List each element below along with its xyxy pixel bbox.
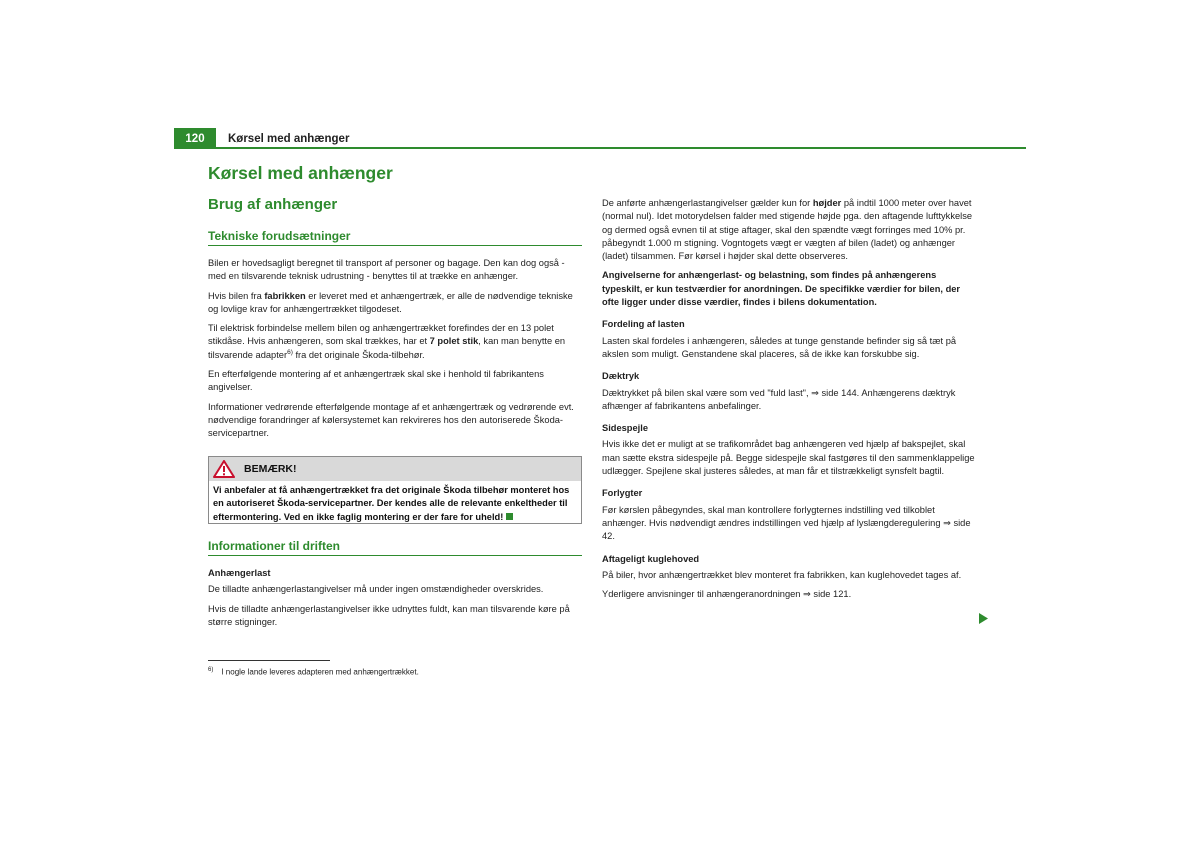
paragraph: Bilen er hovedsagligt beregnet til transport af personer og bagage. Den kan dog også - med en tilsvarende teknisk udrustning - benyttes til at trække en anhænger. — [208, 258, 565, 282]
subsection-heading-technical: Tekniske forudsætninger — [208, 229, 582, 246]
sub-heading: Aftageligt kuglehoved — [602, 553, 700, 564]
paragraph: Yderligere anvisninger til anhængeranordningen ⇒ side 121. — [602, 589, 852, 600]
section-title: Brug af anhænger — [208, 196, 338, 213]
caution-note-title: BEMÆRK! — [244, 463, 297, 475]
paragraph: De anførte anhængerlastangivelser gælder kun for højder på indtil 1000 meter over havet (normal nul). Idet motorydelsen falder med stigende højde pga. den aftagende lufttykkelse og dermed også evnen til at stige aftager, skal den spændte vægt forringes med 10% pr. påbegyndt 1.000 m stigning. Vogntogets vægt er vægten af bilen (ladet) og anhænger (ladet) tilsammen. Før kørsel i højder skal dette observeres. — [602, 198, 973, 262]
paragraph: På biler, hvor anhængertrækket blev monteret fra fabrikken, kan kuglehovedet tages af. — [602, 569, 962, 580]
header-divider — [174, 147, 1026, 149]
paragraph: Dæktrykket på bilen skal være som ved "fuld last", ⇒ side 144. Anhængerens dæktryk afhænger af fabrikantens anbefalinger. — [602, 387, 956, 411]
footnote-divider — [208, 660, 330, 661]
footnote-ref[interactable]: 6) — [287, 348, 293, 356]
sub-heading: Forlygter — [602, 488, 643, 499]
section-end-square-icon — [506, 513, 513, 520]
paragraph: Til elektrisk forbindelse mellem bilen og anhængertrækket forefindes der en 13 polet stikdåse. Hvis anhængeren, som skal trækkes, har et 7 polet stik, kan man benytte en tilsvarende adapter$^{6)}$ fra det originale Škoda-tilbehør. — [208, 323, 566, 360]
paragraph: Hvis ikke det er muligt at se trafikområdet bag anhængeren ved hjælp af bakspejlet, skal man sætte ekstra sidespejle på. Begge sidespejle skal fastgøres til den sammenklappelige udlægger. Spejlene skal justeres således, at man får et tilstrækkeligt synsfelt bagtil. — [602, 439, 975, 477]
right-column-text — [602, 197, 978, 607]
paragraph-bold: Angivelserne for anhængerlast- og belastning, som findes på anhængerens typeskilt, er kun testværdier for anordningen. De specifikke værdier for bilen, der ofte ligger under disse værdier, findes i bilens dokumentation. — [602, 270, 961, 308]
paragraph: Før kørslen påbegyndes, skal man kontrollere forlygternes indstilling ved tilkoblet anhænger. Hvis nødvendigt ændres indstillingen ved hjælp af lyslængderegulering ⇒ side 42. — [602, 504, 971, 542]
sub-heading: Dæktryk — [602, 371, 640, 382]
paragraph: Informationer vedrørende efterfølgende montage af et anhængertræk og vedrørende evt. nødvendige forandringer af kølersystemet kan rekvireres hos den autoriserede Škoda-servicepartner. — [208, 401, 574, 439]
operation-info-text — [208, 567, 582, 635]
caution-note-body: Vi anbefaler at få anhængertrækket fra det originale Škoda tilbehør monteret hos en autoriseret Škoda-servicepartner. Der kendes alle de relevante enkeltheder til eftermontering. Ved en ikke faglig montering er der fare for uheld! — [213, 485, 570, 522]
sub-heading: Anhængerlast — [208, 568, 271, 578]
caution-note-header — [209, 457, 581, 481]
paragraph: De tilladte anhængerlastangivelser må under ingen omstændigheder overskrides. — [208, 584, 544, 595]
subsection-heading-operation: Informationer til driften — [208, 539, 582, 556]
next-page-arrow-icon[interactable] — [978, 613, 988, 624]
footnote: $^{6)}$ I nogle lande leveres adapteren med anhængertrækket. — [208, 667, 419, 677]
sub-heading: Fordeling af lasten — [602, 319, 685, 330]
page-number: 120 — [174, 128, 216, 149]
paragraph: En efterfølgende montering af et anhængertræk skal ske i henhold til fabrikantens angivelser. — [208, 369, 544, 393]
technical-requirements-text — [208, 257, 582, 447]
sub-heading: Sidespejle — [602, 423, 648, 434]
chapter-title: Kørsel med anhænger — [208, 163, 393, 183]
paragraph: Lasten skal fordeles i anhængeren, således at tunge genstande befinder sig så tæt på akslen som muligt. Genstandene skal placeres, så de ikke kan forskubbe sig. — [602, 335, 957, 359]
warning-triangle-icon — [213, 460, 235, 478]
caution-note — [208, 456, 582, 524]
paragraph: Hvis de tilladte anhængerlastangivelser ikke udnyttes fuldt, kan man tilsvarende køre på større stigninger. — [208, 603, 570, 627]
paragraph: Hvis bilen fra fabrikken er leveret med et anhængertræk, er alle de nødvendige tekniske og lovlige krav for anhængertrækket tilgodeset. — [208, 290, 573, 314]
running-header-title: Kørsel med anhænger — [228, 133, 350, 145]
